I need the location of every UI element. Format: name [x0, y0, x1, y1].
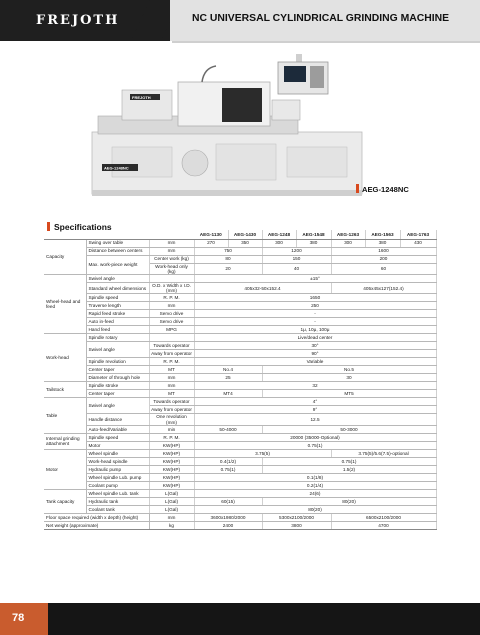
spec-header-blank: [149, 230, 194, 239]
spec-value: 3.75(5): [194, 449, 331, 457]
spec-value: 25: [194, 374, 262, 382]
machine-photo: [82, 52, 378, 202]
spec-value: 0.2(1/4): [194, 481, 436, 489]
spec-unit: Away from operator: [149, 406, 194, 414]
spec-row: [44, 441, 436, 449]
model-column-header: AEG-1548: [296, 230, 331, 239]
spec-unit: mm: [149, 382, 194, 390]
spec-unit: L(Gal): [149, 497, 194, 505]
spec-item-label: Auto-feed/Variable: [86, 425, 149, 433]
spec-item-label: Diameter of through hole: [86, 374, 149, 382]
spec-value: 750: [194, 247, 262, 255]
spec-unit: mm: [149, 374, 194, 382]
spec-unit: Servo drive: [149, 310, 194, 318]
spec-group-label: Net weight (approximate): [44, 521, 149, 529]
spec-row: [44, 521, 436, 529]
spec-item-label: Coolant pump: [86, 481, 149, 489]
spec-unit: kg: [149, 521, 194, 529]
spec-value: 1200: [262, 247, 331, 255]
spec-value: 0.1(1/8): [194, 473, 436, 481]
spec-row: [44, 255, 436, 263]
spec-item-label: Handle distance: [86, 414, 149, 425]
cnc-screen: [284, 66, 306, 82]
spec-value: 0.75(1): [194, 441, 436, 449]
spec-item-label: Wheel spindle: [86, 449, 149, 457]
spec-unit: R. P. M.: [149, 433, 194, 441]
spec-item-label: Swing over table: [86, 239, 149, 247]
spec-value: MT4: [194, 390, 262, 398]
spec-row: [44, 282, 436, 293]
spec-row: [44, 497, 436, 505]
spec-item-label: Distance between centers: [86, 247, 149, 255]
spec-row: [44, 481, 436, 489]
spec-value: 3.75(5)/5.6(7.5)-optional: [331, 449, 436, 457]
handwheel: [182, 150, 208, 176]
spec-row: [44, 449, 436, 457]
spec-row: [44, 366, 436, 374]
spec-unit: KW(HP): [149, 449, 194, 457]
spec-value: 90°: [194, 350, 436, 358]
spec-item-label: Standard wheel dimensions: [86, 282, 149, 293]
spec-value: 405x45x127(152.4): [331, 282, 436, 293]
spec-unit: MT: [149, 366, 194, 374]
spec-row: [44, 465, 436, 473]
spec-item-label: Rapid feed stroke: [86, 310, 149, 318]
spec-item-label: Work-head spindle: [86, 457, 149, 465]
spec-value: 3800: [262, 521, 331, 529]
spec-value: 24(6): [194, 489, 436, 497]
spec-unit: [149, 274, 194, 282]
brand-block: [0, 0, 172, 41]
spec-value: 380: [296, 239, 331, 247]
spec-value: 40: [262, 263, 331, 274]
spec-unit: KW(HP): [149, 473, 194, 481]
spec-value: 380: [365, 239, 400, 247]
spec-unit: min: [149, 425, 194, 433]
spec-group-label: Capacity: [44, 239, 86, 274]
accent-bar: [356, 184, 359, 193]
spec-row: [44, 318, 436, 326]
spec-row: [44, 382, 436, 390]
spec-item-label: Wheel spindle Lub. pump: [86, 473, 149, 481]
spec-value: 6500x2100/2000: [331, 513, 436, 521]
spec-value: 0.75(1): [194, 465, 262, 473]
spec-item-label: Swivel angle: [86, 274, 149, 282]
spec-row: [44, 505, 436, 513]
spec-value: 20: [194, 263, 262, 274]
spec-value: 270: [194, 239, 228, 247]
spec-item-label: Spindle stroke: [86, 382, 149, 390]
specifications-heading-text: Specifications: [54, 222, 112, 232]
spec-value: 430: [400, 239, 436, 247]
spec-group-label: Tailstock: [44, 382, 86, 398]
spec-header-blank: [86, 230, 149, 239]
page-number: 78: [12, 612, 25, 624]
spec-unit: mm: [149, 302, 194, 310]
spec-value: ±15°: [194, 274, 436, 282]
spec-row: [44, 489, 436, 497]
spec-value: 0.75(1): [262, 457, 436, 465]
spec-item-label: Center taper: [86, 366, 149, 374]
spec-value: 300: [262, 239, 296, 247]
spec-value: 50-3000: [262, 425, 436, 433]
spec-unit: KW(HP): [149, 457, 194, 465]
spec-value: 80(20): [262, 497, 436, 505]
spec-group-label: Internal grinding attachment: [44, 433, 86, 449]
spec-value: 150: [262, 255, 331, 263]
spec-row: [44, 374, 436, 382]
page-header: [0, 0, 480, 41]
model-column-header: AEG-1130: [194, 230, 228, 239]
spec-unit: Towards operator: [149, 342, 194, 350]
spec-value: 300: [331, 239, 365, 247]
spec-value: 12.5: [194, 414, 436, 425]
spec-item-label: Spindle revolution: [86, 358, 149, 366]
spec-value: 9°: [194, 406, 436, 414]
spec-row: [44, 414, 436, 425]
spec-group-label: Wheel-head and feed: [44, 274, 86, 333]
spec-item-label: Swivel angle: [86, 398, 149, 414]
spec-value: 60(15): [194, 497, 262, 505]
tailstock: [272, 100, 300, 120]
spec-item-label: Center taper: [86, 390, 149, 398]
spec-row: [44, 247, 436, 255]
spec-group-label: Tank capacity: [44, 489, 86, 513]
spec-value: 32: [194, 382, 436, 390]
spec-value: MT5: [262, 390, 436, 398]
spec-row: [44, 274, 436, 282]
spec-value: 250: [194, 302, 436, 310]
spec-item-label: Max. work-piece weight: [86, 255, 149, 274]
spec-unit: mm: [149, 239, 194, 247]
spec-row: [44, 302, 436, 310]
spec-item-label: Spindle speed: [86, 294, 149, 302]
spec-item-label: Spindle rotary: [86, 334, 149, 342]
spec-item-label: Motor: [86, 441, 149, 449]
header-divider: [172, 41, 480, 43]
spec-row: [44, 334, 436, 342]
spec-value: 1650: [194, 294, 436, 302]
spec-value: 350: [228, 239, 262, 247]
spec-row: [44, 433, 436, 441]
title-strip: [170, 0, 480, 41]
spec-group-label: Motor: [44, 449, 86, 489]
spec-row: [44, 326, 436, 334]
spec-item-label: Spindle speed: [86, 433, 149, 441]
model-label: [356, 184, 409, 194]
model-column-header: AEG-1263: [331, 230, 365, 239]
spec-item-label: Hydraulic tank: [86, 497, 149, 505]
spec-unit: Work-head only (kg): [149, 263, 194, 274]
spec-unit: L(Gal): [149, 489, 194, 497]
spec-unit: One revolution (mm): [149, 414, 194, 425]
spec-value: 5300x2100/2000: [262, 513, 331, 521]
spec-row: [44, 342, 436, 350]
spec-unit: O.D. x Width x I.D. (mm): [149, 282, 194, 293]
spec-unit: mm: [149, 513, 194, 521]
spec-row: [44, 239, 436, 247]
spec-unit: R. P. M.: [149, 294, 194, 302]
spec-unit: Center work (kg): [149, 255, 194, 263]
spec-item-label: Wheel spindle Lub. tank: [86, 489, 149, 497]
spec-value: 3600x1980/2000: [194, 513, 262, 521]
spec-value: 30°: [194, 342, 436, 350]
page-footer: [0, 603, 480, 635]
spec-group-label: Floor space required (width x depth) (height): [44, 513, 149, 521]
spec-value: 60: [331, 263, 436, 274]
brand-logo: FREJOTH: [36, 13, 120, 28]
spec-unit: MT: [149, 390, 194, 398]
model-label-text: AEG-1248NC: [362, 185, 409, 194]
machine-model-plate: AEG-1248NC: [104, 165, 129, 171]
spec-row: [44, 358, 436, 366]
spec-unit: MPG: [149, 326, 194, 334]
spec-value: -: [194, 318, 436, 326]
spec-row: [44, 310, 436, 318]
spec-item-label: Auto in-feed: [86, 318, 149, 326]
spec-item-label: Traverse length: [86, 302, 149, 310]
spec-item-label: Hydraulic pump: [86, 465, 149, 473]
spec-header-blank: [44, 230, 86, 239]
page-title: NC UNIVERSAL CYLINDRICAL GRINDING MACHINE: [192, 13, 450, 24]
spec-row: [44, 473, 436, 481]
spec-item-label: Swivel angle: [86, 342, 149, 358]
spec-value: 1μ, 10μ, 100μ: [194, 326, 436, 334]
spec-value: 80: [194, 255, 262, 263]
spec-value: No.5: [262, 366, 436, 374]
spec-unit: mm: [149, 247, 194, 255]
machine-badge: FREJOTH: [132, 95, 151, 100]
spec-value: Live/dead center: [194, 334, 436, 342]
spec-value: 1600: [331, 247, 436, 255]
spec-item-label: Coolant tank: [86, 505, 149, 513]
model-column-header: AEG-1248: [262, 230, 296, 239]
spec-unit: [149, 334, 194, 342]
spec-unit: KW(HP): [149, 465, 194, 473]
spec-value: 2400: [194, 521, 262, 529]
spec-value: -: [194, 310, 436, 318]
spec-row: [44, 425, 436, 433]
model-column-header: AEG-1563: [365, 230, 400, 239]
spec-unit: Away from operator: [149, 350, 194, 358]
model-column-header: AEG-1763: [400, 230, 436, 239]
spec-row: [44, 390, 436, 398]
spec-row: [44, 513, 436, 521]
spec-value: 30: [262, 374, 436, 382]
spec-value: 4700: [331, 521, 436, 529]
spec-unit: KW(HP): [149, 441, 194, 449]
spec-row: [44, 294, 436, 302]
spec-group-label: Work-head: [44, 334, 86, 382]
spec-value: 0.4(1/2): [194, 457, 262, 465]
spec-value: 50-4000: [194, 425, 262, 433]
spec-value: 20000 (35000-Optional): [194, 433, 436, 441]
spec-unit: KW(HP): [149, 481, 194, 489]
page-number-tab: [0, 603, 48, 635]
spec-value: Variable: [194, 358, 436, 366]
spec-value: 80(20): [194, 505, 436, 513]
spec-unit: Servo drive: [149, 318, 194, 326]
spec-value: 405x32-50x152.4: [194, 282, 331, 293]
spec-unit: R. P. M.: [149, 358, 194, 366]
spec-row: [44, 398, 436, 406]
spec-value: 200: [331, 255, 436, 263]
spec-value: 4°: [194, 398, 436, 406]
model-column-header: AEG-1430: [228, 230, 262, 239]
spec-value: 1.5(2): [262, 465, 436, 473]
spec-unit: L(Gal): [149, 505, 194, 513]
spec-value: No.4: [194, 366, 262, 374]
spec-row: [44, 457, 436, 465]
spec-unit: Towards operator: [149, 398, 194, 406]
spec-group-label: Table: [44, 398, 86, 433]
spec-header-row: [44, 230, 436, 239]
specifications-table: [44, 230, 437, 530]
spec-item-label: Hand feed: [86, 326, 149, 334]
